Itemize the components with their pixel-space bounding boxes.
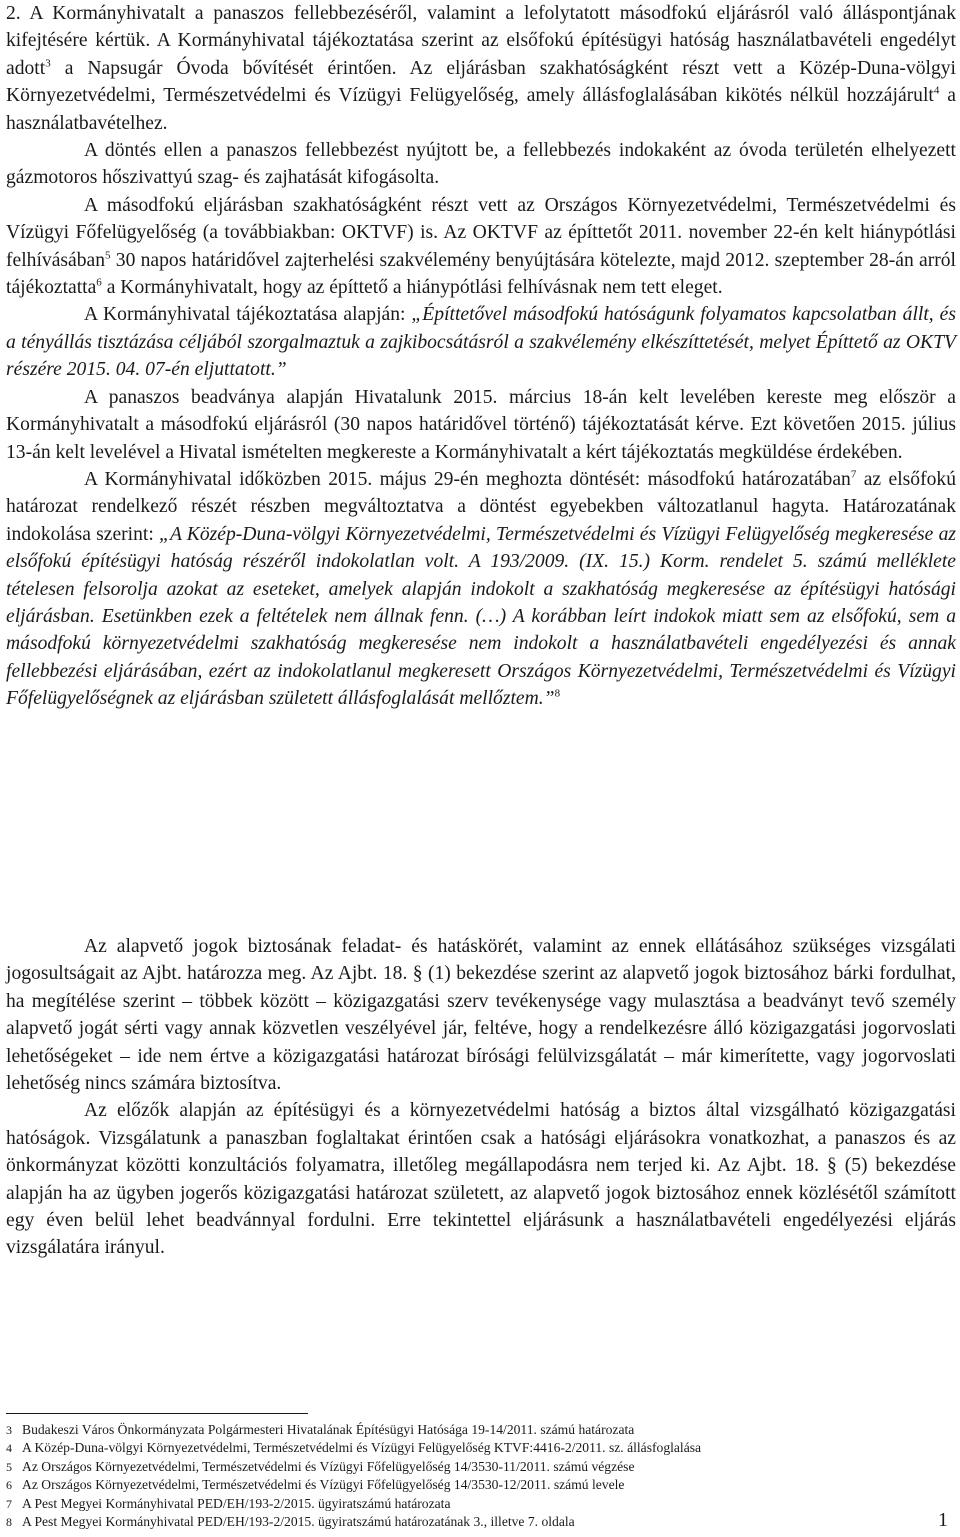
footnote-ref: 8: [554, 687, 561, 700]
paragraph: [6, 466, 956, 713]
body-block-1: [6, 0, 956, 713]
paragraph: Az alapvető jogok biztosának feladat- és hatáskörét, valamint az ennek ellátásához szükséges vizsgálati jogosultságait az Ajbt. határozza meg. Az Ajbt. 18. § (1) bekezdése szerint az alapvető jogok biztosához bárki fordulhat, ha megítélése szerint – többek között – közigazgatási szerv tevékenysége vagy mulasztása a beadványt tevő személy alapvető jogát sérti vagy annak közvetlen veszélyével jár, feltéve, hogy a rendelkezésre álló közigazgatási jogorvoslati lehetőségeket – ide nem értve a közigazgatási határozat bírósági felülvizsgálatát – már kimerítette, vagy jogorvoslati lehetőség nincs számára biztosítva.: [6, 936, 956, 1095]
quoted-text: „A Közép-Duna-völgyi Környezetvédelmi, Természetvédelmi és Vízügyi Felügyelőség megkeresése az elsőfokú építésügyi hatóság részéről indokolatlan volt. A 193/2009. (IX. 15.) Korm. rendelet 5. számú melléklete tételesen felsorolja azokat az eseteket, amelyek alapján indokolt a szakhatóság megkeresése az építésügyi hatósági eljárásban. Esetünkben ezek a feltételek nem állnak fenn. (…) A korábban leírt indokok miatt sem az elsőfokú, sem a másodfokú környezetvédelmi szakhatóság megkeresése nem indokolt a használatbavételi engedélyezési és annak fellebbezési eljárásában, ezért az indokolatlanul megkeresett Országos Környezetvédelmi, Természetvédelmi és Vízügyi Főfelügyelőségnek az eljárásban született állásfoglalását mellőztem.”: [6, 523, 957, 710]
paragraph: A panaszos beadványa alapján Hivatalunk 2015. március 18-án kelt levelében kereste meg először a Kormányhivatalt a másodfokú eljárásról (30 napos határidővel történő) tájékoztatását kérve. Ezt követően 2015. július 13-án kelt levelével a Hivatal ismételten megkereste a Kormányhivatalt a kért tájékoztatás megküldése érdekében.: [6, 386, 956, 463]
footnote-divider: [6, 1413, 308, 1414]
footnote-number: 8: [6, 1515, 12, 1530]
paragraph-text: A Kormányhivatal időközben 2015. május 29-én meghozta döntését: másodfokú határozatában: [84, 468, 851, 490]
paragraph-text: a Kormányhivatalt, hogy az építtető a hiánypótlási felhívásnak nem tett eleget.: [101, 277, 723, 299]
paragraph-text: 2. A Kormányhivatalt a panaszos fellebbezéséről, valamint a lefolytatott másodfokú eljárásról való álláspontjának kifejtésére kértük. A Kormányhivatal tájékoztatása szerint az elsőfokú építésügyi hatóság használatbavételi engedélyt adott: [6, 3, 956, 79]
footnote: [6, 1458, 956, 1476]
footnote-number: 4: [6, 1441, 12, 1456]
footnote-number: 5: [6, 1459, 12, 1474]
footnote-ref: 7: [850, 468, 857, 481]
page-number: 1: [938, 1509, 948, 1531]
footnote-ref: 6: [96, 276, 102, 289]
footnote: [6, 1513, 956, 1531]
footnote-text: A Közép-Duna-völgyi Környezetvédelmi, Természetvédelmi és Vízügyi Felügyelőség KTVF:4416-2/2011. sz. állásfoglalása: [22, 1440, 702, 1456]
footnote: [6, 1476, 956, 1494]
paragraph-text: A másodfokú eljárásban szakhatóságként részt vett az Országos Környezetvédelmi, Természetvédelmi és Vízügyi Főfelügyelőség (a továbbiakban: OKTVF) is. Az OKTVF az építtetőt 2011. november 22-én kelt hiánypótlási felhívásában: [6, 194, 956, 271]
paragraph: [6, 301, 956, 383]
footnote-number: 7: [6, 1496, 12, 1511]
footnote: [6, 1421, 956, 1439]
paragraph: [6, 192, 956, 302]
paragraph: Az előzők alapján az építésügyi és a környezetvédelmi hatóság a biztos által vizsgálható közigazgatási hatóságok. Vizsgálatunk a panaszban foglaltakat érintően csak a hatósági eljárásokra vonatkozhat, a panaszos és az önkormányzat közötti konzultációs folyamatra, illetőleg megállapodásra nem terjed ki. Az Ajbt. 18. § (5) bekezdése alapján ha az ügyben jogerős közigazgatási határozat született, az alapvető jogok biztosához ennek közlésétől számított egy éven belül lehet beadvánnyal fordulni. Erre tekintettel eljárásunk a használatbavételi engedélyezési eljárás vizsgálatára irányul.: [6, 1100, 956, 1259]
footnotes: [6, 1421, 956, 1531]
footnote-ref: 5: [105, 249, 111, 262]
paragraph-text: A Kormányhivatal tájékoztatása alapján:: [84, 304, 412, 326]
footnote-ref: 4: [933, 84, 940, 97]
footnote-text: Budakeszi Város Önkormányzata Polgármesteri Hivatalának Építésügyi Hatósága 19-14/2011. számú határozata: [22, 1422, 635, 1437]
footnote-text: A Pest Megyei Kormányhivatal PED/EH/193-2/2015. ügyiratszámú határozata: [22, 1495, 451, 1511]
footnote-ref: 3: [45, 57, 51, 70]
paragraph-text: a Napsugár Óvoda bővítését érintően. Az eljárásban szakhatóságként részt vett a Közép-Duna-völgyi Környezetvédelmi, Természetvédelmi és Vízügyi Felügyelőség, amely állásfoglalásában kikötés nélkül hozzájárult: [6, 57, 956, 107]
footnote-number: 3: [6, 1423, 12, 1437]
footnote-text: Az Országos Környezetvédelmi, Természetvédelmi és Vízügyi Főfelügyelőség 14/3530-12/2011. számú levele: [22, 1477, 625, 1493]
footnote: [6, 1439, 956, 1457]
quoted-text: „Építtetővel másodfokú hatóságunk folyamatos kapcsolatban állt, és a tényállás tisztázása céljából szorgalmaztuk a zajkibocsátásról a szakvélemény elkészíttetését, melyet Építtető az OKTV részére 2015. 04. 07-én eljuttatott.”: [6, 304, 956, 381]
footnote-text: Az Országos Környezetvédelmi, Természetvédelmi és Vízügyi Főfelügyelőség 14/3530-11/2011. számú végzése: [22, 1458, 635, 1474]
paragraph: [6, 0, 956, 137]
paragraph-text: az elsőfokú határozat rendelkező részét részben megváltoztatva a döntést egyebekben változatlanul hagyta. Határozatának indokolása szerint:: [6, 468, 956, 545]
paragraph-text: 30 napos határidővel zajterhelési szakvélemény benyújtására kötelezte, majd 2012. szeptember 28-án arról tájékoztatta: [6, 249, 956, 299]
paragraph-text: a használatbavételhez.: [6, 85, 956, 134]
footnote-text: A Pest Megyei Kormányhivatal PED/EH/193-2/2015. ügyiratszámú határozatának 3., illetve 7. oldala: [22, 1514, 575, 1530]
footnote: [6, 1495, 956, 1513]
paragraph: A döntés ellen a panaszos fellebbezést nyújtott be, a fellebbezés indokaként az óvoda területén elhelyezett gázmotoros hőszivattyú szag- és zajhatását kifogásolta.: [6, 140, 956, 189]
footnote-number: 6: [6, 1478, 12, 1493]
body-block-2: [6, 933, 956, 1262]
